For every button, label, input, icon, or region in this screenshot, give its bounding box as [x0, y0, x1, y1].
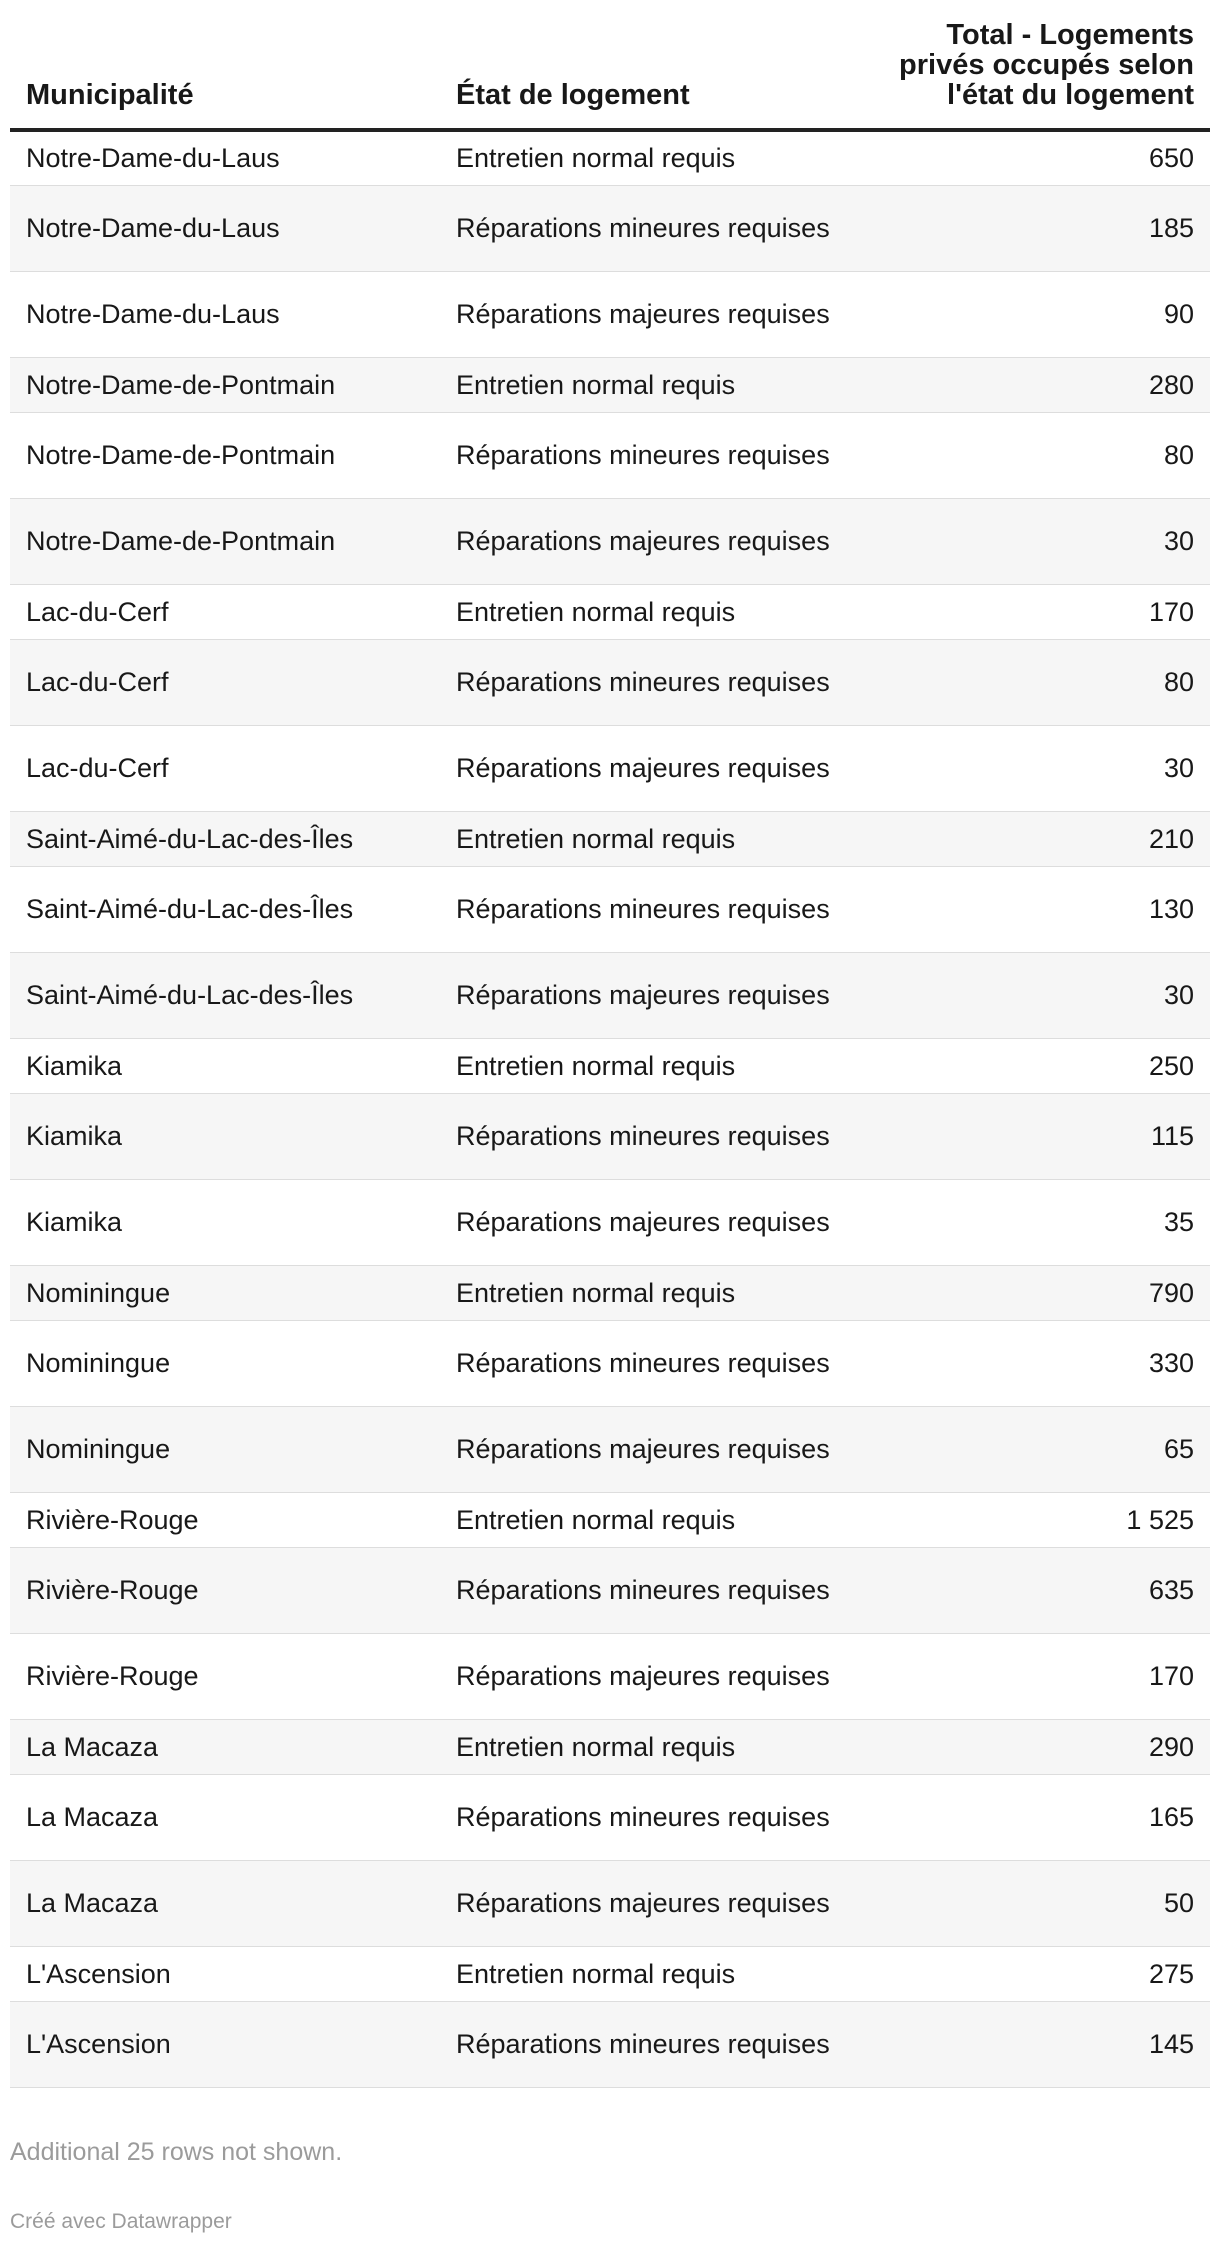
cell-municipalite: Notre-Dame-du-Laus	[10, 271, 440, 357]
cell-municipalite: Saint-Aimé-du-Lac-des-Îles	[10, 952, 440, 1038]
table-row	[10, 412, 1210, 498]
cell-total-logements: 80	[870, 639, 1210, 725]
cell-municipalite: Nominingue	[10, 1265, 440, 1320]
table-row	[10, 866, 1210, 952]
table-row	[10, 498, 1210, 584]
table-row	[10, 1860, 1210, 1946]
table-header	[10, 0, 1210, 130]
table-row	[10, 1774, 1210, 1860]
cell-municipalite: Notre-Dame-de-Pontmain	[10, 357, 440, 412]
cell-etat-logement: Réparations mineures requises	[440, 2001, 870, 2087]
cell-etat-logement: Réparations majeures requises	[440, 952, 870, 1038]
cell-etat-logement: Réparations majeures requises	[440, 1179, 870, 1265]
cell-etat-logement: Réparations mineures requises	[440, 866, 870, 952]
data-table	[10, 0, 1210, 2088]
header-row	[10, 0, 1210, 130]
cell-total-logements: 1 525	[870, 1492, 1210, 1547]
cell-municipalite: L'Ascension	[10, 2001, 440, 2087]
cell-municipalite: La Macaza	[10, 1860, 440, 1946]
cell-etat-logement: Réparations mineures requises	[440, 1547, 870, 1633]
cell-total-logements: 250	[870, 1038, 1210, 1093]
table-container	[10, 0, 1210, 2088]
column-header-total[interactable]: Total - Logements privés occupés selon l'état du logement	[870, 0, 1210, 130]
table-row	[10, 271, 1210, 357]
cell-total-logements: 130	[870, 866, 1210, 952]
cell-etat-logement: Réparations majeures requises	[440, 271, 870, 357]
cell-municipalite: Rivière-Rouge	[10, 1492, 440, 1547]
cell-municipalite: Kiamika	[10, 1179, 440, 1265]
table-row	[10, 1406, 1210, 1492]
cell-total-logements: 35	[870, 1179, 1210, 1265]
cell-etat-logement: Entretien normal requis	[440, 1492, 870, 1547]
cell-total-logements: 650	[870, 130, 1210, 185]
cell-etat-logement: Réparations majeures requises	[440, 1406, 870, 1492]
cell-municipalite: La Macaza	[10, 1774, 440, 1860]
table-row	[10, 1946, 1210, 2001]
cell-etat-logement: Réparations mineures requises	[440, 1093, 870, 1179]
cell-total-logements: 30	[870, 498, 1210, 584]
cell-total-logements: 115	[870, 1093, 1210, 1179]
table-row	[10, 357, 1210, 412]
table-row	[10, 130, 1210, 185]
cell-etat-logement: Réparations mineures requises	[440, 1774, 870, 1860]
cell-municipalite: L'Ascension	[10, 1946, 440, 2001]
cell-municipalite: Lac-du-Cerf	[10, 584, 440, 639]
cell-municipalite: Notre-Dame-du-Laus	[10, 185, 440, 271]
cell-etat-logement: Entretien normal requis	[440, 811, 870, 866]
cell-total-logements: 635	[870, 1547, 1210, 1633]
cell-municipalite: Notre-Dame-de-Pontmain	[10, 412, 440, 498]
table-row	[10, 2001, 1210, 2087]
cell-etat-logement: Réparations majeures requises	[440, 725, 870, 811]
cell-municipalite: Lac-du-Cerf	[10, 639, 440, 725]
table-row	[10, 1547, 1210, 1633]
cell-total-logements: 65	[870, 1406, 1210, 1492]
table-row	[10, 1093, 1210, 1179]
cell-etat-logement: Réparations mineures requises	[440, 1320, 870, 1406]
table-row	[10, 1492, 1210, 1547]
cell-total-logements: 790	[870, 1265, 1210, 1320]
table-row	[10, 1179, 1210, 1265]
table-row	[10, 1719, 1210, 1774]
cell-total-logements: 145	[870, 2001, 1210, 2087]
cell-total-logements: 30	[870, 952, 1210, 1038]
cell-total-logements: 210	[870, 811, 1210, 866]
cell-total-logements: 50	[870, 1860, 1210, 1946]
cell-total-logements: 185	[870, 185, 1210, 271]
cell-total-logements: 330	[870, 1320, 1210, 1406]
cell-etat-logement: Réparations mineures requises	[440, 639, 870, 725]
cell-total-logements: 290	[870, 1719, 1210, 1774]
table-body	[10, 130, 1210, 2087]
cell-etat-logement: Entretien normal requis	[440, 1038, 870, 1093]
cell-municipalite: Saint-Aimé-du-Lac-des-Îles	[10, 866, 440, 952]
cell-municipalite: Nominingue	[10, 1406, 440, 1492]
cell-total-logements: 165	[870, 1774, 1210, 1860]
cell-etat-logement: Entretien normal requis	[440, 1265, 870, 1320]
cell-total-logements: 170	[870, 584, 1210, 639]
cell-total-logements: 280	[870, 357, 1210, 412]
table-row	[10, 584, 1210, 639]
cell-municipalite: Kiamika	[10, 1093, 440, 1179]
cell-etat-logement: Entretien normal requis	[440, 584, 870, 639]
cell-etat-logement: Entretien normal requis	[440, 1946, 870, 2001]
cell-etat-logement: Entretien normal requis	[440, 1719, 870, 1774]
table-row	[10, 1320, 1210, 1406]
cell-total-logements: 170	[870, 1633, 1210, 1719]
cell-municipalite: Rivière-Rouge	[10, 1547, 440, 1633]
cell-municipalite: Notre-Dame-de-Pontmain	[10, 498, 440, 584]
cell-municipalite: Saint-Aimé-du-Lac-des-Îles	[10, 811, 440, 866]
cell-etat-logement: Entretien normal requis	[440, 357, 870, 412]
cell-total-logements: 30	[870, 725, 1210, 811]
cell-total-logements: 90	[870, 271, 1210, 357]
cell-etat-logement: Réparations mineures requises	[440, 185, 870, 271]
cell-etat-logement: Entretien normal requis	[440, 130, 870, 185]
cell-total-logements: 80	[870, 412, 1210, 498]
table-row	[10, 952, 1210, 1038]
cell-municipalite: Kiamika	[10, 1038, 440, 1093]
cell-total-logements: 275	[870, 1946, 1210, 2001]
cell-municipalite: La Macaza	[10, 1719, 440, 1774]
table-row	[10, 811, 1210, 866]
rows-not-shown-note: Additional 25 rows not shown.	[10, 2138, 343, 2166]
table-row	[10, 185, 1210, 271]
cell-municipalite: Rivière-Rouge	[10, 1633, 440, 1719]
column-header-municipalite[interactable]: Municipalité	[10, 0, 440, 130]
column-header-etat[interactable]: État de logement	[440, 0, 870, 130]
cell-municipalite: Notre-Dame-du-Laus	[10, 130, 440, 185]
table-row	[10, 639, 1210, 725]
cell-etat-logement: Réparations mineures requises	[440, 412, 870, 498]
table-row	[10, 1265, 1210, 1320]
cell-municipalite: Lac-du-Cerf	[10, 725, 440, 811]
cell-municipalite: Nominingue	[10, 1320, 440, 1406]
cell-etat-logement: Réparations majeures requises	[440, 498, 870, 584]
cell-etat-logement: Réparations majeures requises	[440, 1860, 870, 1946]
table-row	[10, 725, 1210, 811]
table-row	[10, 1038, 1210, 1093]
datawrapper-credit: Créé avec Datawrapper	[10, 2210, 232, 2233]
table-row	[10, 1633, 1210, 1719]
cell-etat-logement: Réparations majeures requises	[440, 1633, 870, 1719]
